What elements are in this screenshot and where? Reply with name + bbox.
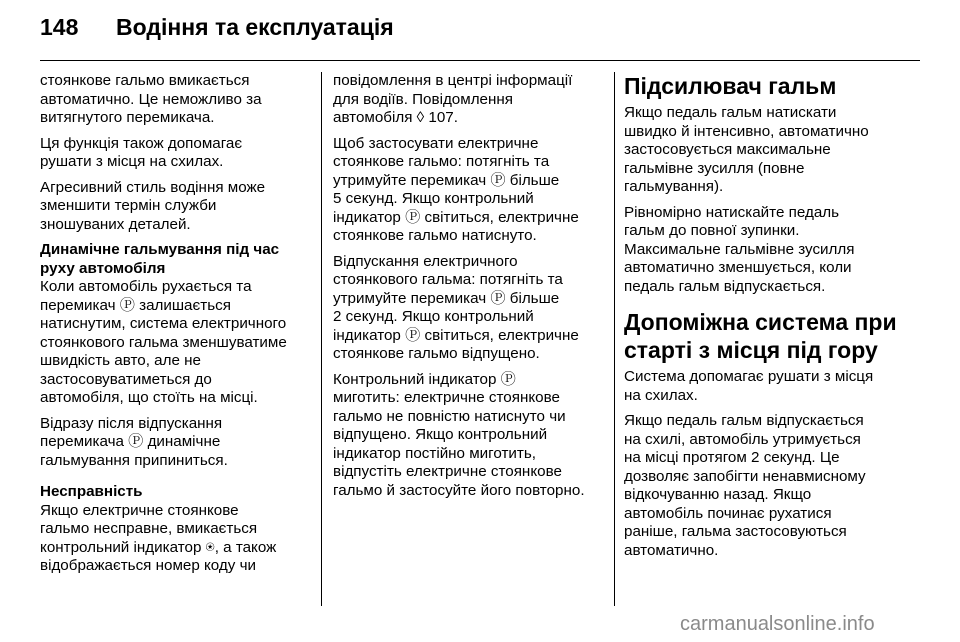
paragraph: Агресивний стиль водіння може зменшити термін служби зношуваних деталей. <box>40 178 266 233</box>
paragraph: повідомлення в центрі інформації для водіїв. Повідомлення автомобіля ◊ 107. <box>333 72 573 126</box>
column-divider <box>614 72 615 606</box>
paragraph: Відпускання електричного стоянкового гальма: потягніть та утримуйте перемикач Ⓟ більше 2 секунд. Якщо контрольний індикатор Ⓟ світиться, електричне стоянкове гальмо відпущено. <box>333 252 579 362</box>
paragraph: Якщо електричне стоянкове гальмо несправне, вмикається контрольний індикатор ⍟, а також відображається номер коду чи <box>40 501 277 574</box>
paragraph: Система допомагає рушати з місця на схилах. <box>624 368 874 404</box>
paragraph: Коли автомобіль рухається та перемикач Ⓟ залишається натиснутим, система електричного стоянкового гальма зменшуватиме швидкість авто, але не застосовуватиметься до автомобіля, що стоїть на місці. <box>40 278 287 406</box>
column-middle <box>333 72 605 507</box>
section-heading-brake-assist: Підсилювач гальм <box>624 73 837 99</box>
column-left <box>40 72 310 583</box>
paragraph: Відразу після відпускання перемикача Ⓟ динамічне гальмування припиниться. <box>40 414 228 469</box>
page-header <box>0 0 960 62</box>
paragraph: Якщо педаль гальм відпускається на схилі, автомобіль утримується на місці протягом 2 секунд. Це дозволяє запобігти ненавмисному відкочуванню назад. Якщо автомобіль починає рухатися раніше, гальма застосовуються автоматично. <box>624 412 866 559</box>
subheading-malfunction: Несправність <box>40 483 143 500</box>
section-heading-hill-start-assist: Допоміжна система при старті з місця під гору <box>624 309 897 363</box>
paragraph: Контрольний індикатор Ⓟ миготить: електричне стоянкове гальмо не повністю натиснуто чи відпущено. Якщо контрольний індикатор постійно миготить, відпустіть електричне стоянкове гальмо й застосуйте його повторно. <box>333 370 585 499</box>
paragraph: Якщо педаль гальм натискати швидко й інтенсивно, автоматично застосовується максимальне гальмівне зусилля (повне гальмування). <box>624 104 869 195</box>
watermark: carmanualsonline.info <box>680 613 875 635</box>
paragraph: стоянкове гальмо вмикається автоматично. Це неможливо за витягнутого перемикача. <box>40 72 262 126</box>
column-right <box>624 72 916 567</box>
paragraph: Ця функція також допомагає рушати з місця на схилах. <box>40 134 243 170</box>
paragraph: Щоб застосувати електричне стоянкове гальмо: потягніть та утримуйте перемикач Ⓟ більше 5 секунд. Якщо контрольний індикатор Ⓟ світиться, електричне стоянкове гальмо натиснуто. <box>333 134 579 244</box>
page-number: 148 <box>40 14 79 40</box>
subheading-dynamic-braking: Динамічне гальмування під час руху автомобіля <box>40 241 280 277</box>
header-divider <box>40 60 920 61</box>
column-divider <box>321 72 322 606</box>
paragraph: Рівномірно натискайте педаль гальм до повної зупинки. Максимальне гальмівне зусилля автоматично зменшується, коли педаль гальм відпускається. <box>624 203 855 295</box>
chapter-title: Водіння та експлуатація <box>116 14 394 40</box>
